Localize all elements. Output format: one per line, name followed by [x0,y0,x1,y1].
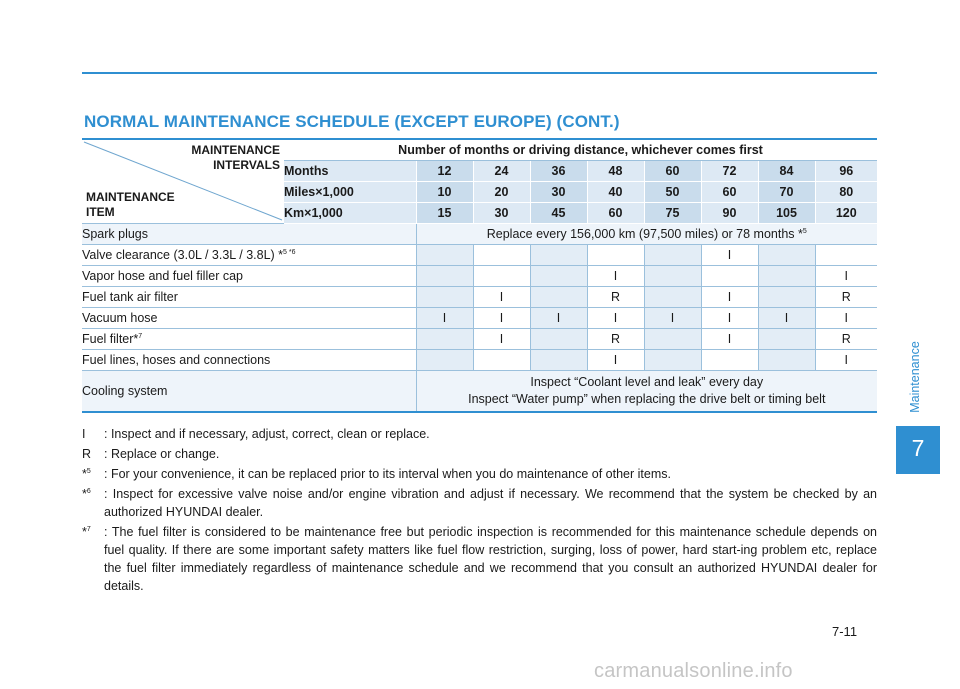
schedule-cell: I [701,245,758,266]
interval-value: 12 [416,161,473,182]
schedule-cell: I [758,308,815,329]
schedule-cell [530,329,587,350]
item-label-line1: MAINTENANCE [86,190,175,204]
table-row [82,266,877,287]
legend-item [82,485,877,521]
item-label [86,190,175,220]
item-name: Vapor hose and fuel filler cap [82,269,243,283]
interval-value: 120 [815,203,877,224]
interval-value: 84 [758,161,815,182]
item-span-cell [416,224,877,245]
item-name-cell [82,308,416,329]
legend-item [82,523,877,595]
schedule-cell [644,329,701,350]
table-row [82,350,877,371]
schedule-cell: I [815,308,877,329]
item-label-line2: ITEM [86,205,115,219]
legend-mark [82,485,104,503]
schedule-cell [644,350,701,371]
maintenance-schedule-table [82,140,877,413]
page-title: NORMAL MAINTENANCE SCHEDULE (EXCEPT EUROPE) (CONT.) [84,112,620,131]
legend-mark-sup: 5 [86,467,91,475]
item-name-cell [82,245,416,266]
interval-value: 80 [815,182,877,203]
intervals-label-line1: MAINTENANCE [191,143,280,157]
item-name-cell [82,287,416,308]
legend-mark [82,523,104,541]
table-row [82,245,877,266]
interval-value: 48 [587,161,644,182]
table-row [82,371,877,413]
item-name-cell [82,329,416,350]
schedule-cell: R [815,329,877,350]
item-name-cell [82,266,416,287]
schedule-cell [758,350,815,371]
schedule-cell: I [701,308,758,329]
table-row [82,308,877,329]
schedule-cell: I [701,329,758,350]
interval-value: 20 [473,182,530,203]
legend-mark [82,425,104,443]
interval-value: 70 [758,182,815,203]
side-section-label [908,338,922,416]
interval-value: 45 [530,203,587,224]
legend-mark [82,465,104,483]
interval-row-label: Months [284,161,416,182]
legend-mark [82,445,104,463]
item-footnote-ref: 7 [138,332,143,340]
schedule-cell [758,287,815,308]
item-span-text: Replace every 156,000 km (97,500 miles) or 78 months * [486,227,803,241]
schedule-cell: I [530,308,587,329]
side-section-text: Maintenance [908,341,922,413]
schedule-cell [758,266,815,287]
legend-mark-sup: 6 [86,487,91,495]
legend-text: : The fuel filter is considered to be maintenance free but periodic inspection is recommended for this maintenance schedule depends on fuel quality. If there are some important safety matters like fuel flow restriction, surging, loss of power, hard start-ing problem etc, replace the fuel filter immediately regardless of maintenance schedule and we recommend that you consult an authorized HYUNDAI dealer for details. [104,525,877,593]
interval-value: 60 [701,182,758,203]
legend [82,425,877,597]
schedule-cell: I [587,350,644,371]
interval-header: Number of months or driving distance, whichever comes first [284,140,877,161]
schedule-cell [530,287,587,308]
schedule-cell: I [815,266,877,287]
header-row-main [82,140,877,161]
schedule-cell: I [473,329,530,350]
schedule-cell [473,245,530,266]
interval-value: 15 [416,203,473,224]
table-row [82,329,877,350]
legend-mark-symbol: * [82,487,87,501]
schedule-cell: I [701,287,758,308]
interval-value: 72 [701,161,758,182]
schedule-cell [473,266,530,287]
schedule-cell: I [416,308,473,329]
legend-mark-symbol: * [82,467,87,481]
legend-text: : Replace or change. [104,447,220,461]
interval-value: 105 [758,203,815,224]
item-name: Valve clearance (3.0L / 3.3L / 3.8L) * [82,248,284,262]
schedule-cell: I [587,308,644,329]
interval-value: 40 [587,182,644,203]
item-name: Fuel lines, hoses and connections [82,353,271,367]
item-footnote-ref: 5 *6 [283,248,296,256]
legend-item [82,425,877,443]
schedule-cell [587,245,644,266]
schedule-cell [416,287,473,308]
schedule-cell [530,245,587,266]
chapter-number: 7 [911,435,925,461]
schedule-cell: I [644,308,701,329]
item-name-cell [82,371,416,413]
legend-text: : For your convenience, it can be replaced prior to its interval when you do maintenance of other items. [104,467,671,481]
schedule-cell [416,350,473,371]
schedule-cell [416,245,473,266]
interval-value: 10 [416,182,473,203]
item-name-cell [82,224,416,245]
interval-value: 60 [644,161,701,182]
schedule-cell [530,350,587,371]
schedule-cell [644,245,701,266]
schedule-cell: R [815,287,877,308]
span-footnote-ref: 5 [802,227,807,235]
schedule-cell [701,350,758,371]
page-number: 7-11 [832,624,858,639]
watermark: carmanualsonline.info [594,660,793,682]
item-name: Cooling system [82,383,168,398]
schedule-cell [758,245,815,266]
interval-value: 36 [530,161,587,182]
interval-row-label: Km×1,000 [284,203,416,224]
schedule-cell [473,350,530,371]
legend-mark-symbol: R [82,447,92,461]
chapter-tab [896,426,940,474]
interval-value: 30 [530,182,587,203]
schedule-cell: R [587,329,644,350]
intervals-label [191,143,280,173]
item-name-cell [82,350,416,371]
item-name: Fuel filter* [82,332,139,346]
schedule-cell: I [473,308,530,329]
interval-value: 50 [644,182,701,203]
interval-value: 90 [701,203,758,224]
legend-text: : Inspect for excessive valve noise and/or engine vibration and adjust if necessary. We recommend that the system be checked by an authorized HYUNDAI dealer. [104,487,877,519]
schedule-cell: I [587,266,644,287]
schedule-cell [644,287,701,308]
legend-text: : Inspect and if necessary, adjust, correct, clean or replace. [104,427,430,441]
interval-value: 96 [815,161,877,182]
schedule-cell [416,329,473,350]
item-name: Fuel tank air filter [82,290,178,304]
header-corner-cell [82,140,284,224]
schedule-cell [701,266,758,287]
interval-value: 75 [644,203,701,224]
item-span-line: Inspect “Coolant level and leak” every day [530,375,764,389]
schedule-cell [644,266,701,287]
intervals-label-line2: INTERVALS [213,158,280,172]
schedule-cell [530,266,587,287]
interval-row-label: Miles×1,000 [284,182,416,203]
top-rule [82,72,877,74]
table-row [82,224,877,245]
legend-item [82,445,877,463]
schedule-cell: I [473,287,530,308]
schedule-cell: R [587,287,644,308]
legend-item [82,465,877,483]
legend-mark-symbol: * [82,525,87,539]
legend-mark-symbol: I [82,427,86,441]
legend-mark-sup: 7 [86,525,91,533]
item-span-line: Inspect “Water pump” when replacing the drive belt or timing belt [468,392,826,406]
schedule-cell: I [815,350,877,371]
item-name: Vacuum hose [82,311,158,325]
table-row [82,287,877,308]
schedule-cell [815,245,877,266]
interval-value: 24 [473,161,530,182]
interval-value: 60 [587,203,644,224]
item-span-cell [416,371,877,413]
item-name: Spark plugs [82,227,149,241]
schedule-cell [758,329,815,350]
interval-value: 30 [473,203,530,224]
schedule-cell [416,266,473,287]
